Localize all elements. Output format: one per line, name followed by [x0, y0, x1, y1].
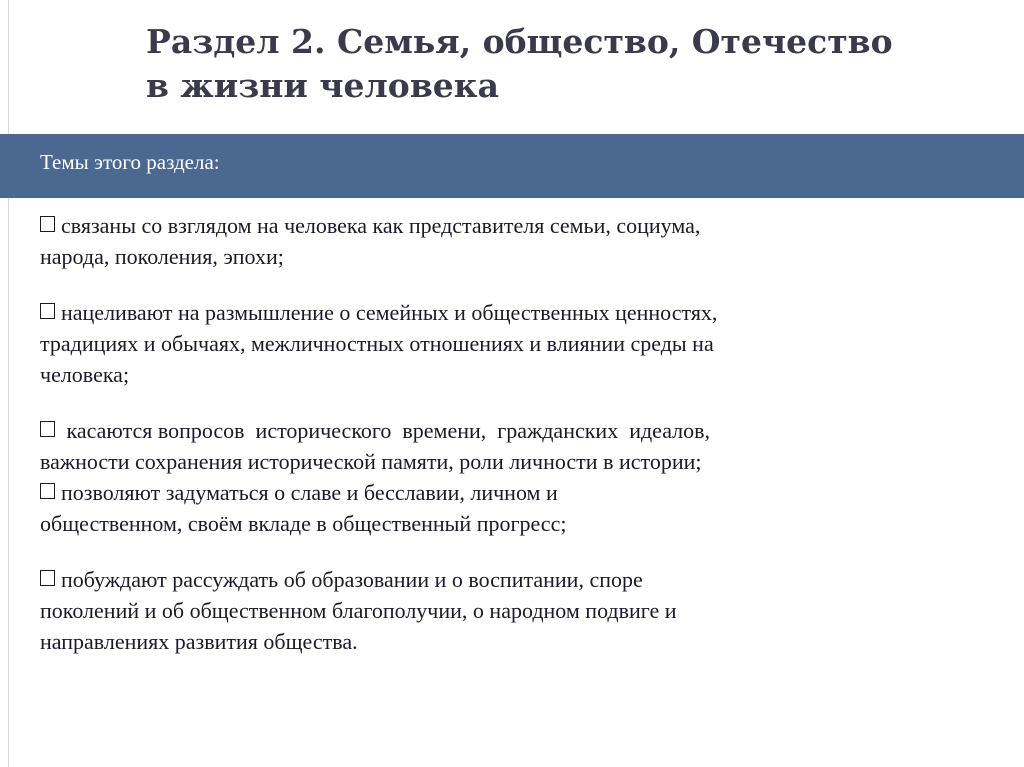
checkbox-icon: [40, 216, 55, 232]
item-text: человека;: [40, 362, 130, 387]
item-text: традициях и обычаях, межличностных отношениях и влиянии среды на: [40, 331, 714, 356]
list-item: [40, 210, 940, 272]
band-label: Темы этого раздела:: [40, 150, 220, 174]
list-item: [40, 297, 940, 390]
title-line-1: Раздел 2. Семья, общество, Отечество: [146, 22, 893, 61]
list-item: [40, 415, 940, 477]
checkbox-icon: [40, 303, 55, 319]
list-item: [40, 564, 940, 657]
item-text: связаны со взглядом на человека как представителя семьи, социума,: [61, 213, 701, 238]
item-text: важности сохранения исторической памяти, роли личности в истории;: [40, 449, 702, 474]
item-text: касаются вопросов исторического времени, гражданских идеалов,: [61, 418, 711, 443]
item-text: поколений и об общественном благополучии, о народном подвиге и: [40, 598, 677, 623]
item-text: нацеливают на размышление о семейных и общественных ценностях,: [61, 300, 718, 325]
item-text: позволяют задуматься о славе и бесславии, личном и: [61, 480, 558, 505]
list-item: [40, 477, 940, 539]
item-text: побуждают рассуждать об образовании и о воспитании, споре: [61, 567, 643, 592]
section-band: [0, 134, 1024, 198]
topics-list: [40, 210, 940, 657]
slide-title: [146, 20, 986, 108]
checkbox-icon: [40, 570, 55, 586]
left-divider: [8, 0, 9, 767]
item-text: общественном, своём вкладе в общественный прогресс;: [40, 511, 567, 536]
checkbox-icon: [40, 483, 55, 499]
checkbox-icon: [40, 421, 55, 437]
title-line-2: в жизни человека: [146, 66, 499, 105]
item-text: направлениях развития общества.: [40, 629, 358, 654]
item-text: народа, поколения, эпохи;: [40, 244, 284, 269]
